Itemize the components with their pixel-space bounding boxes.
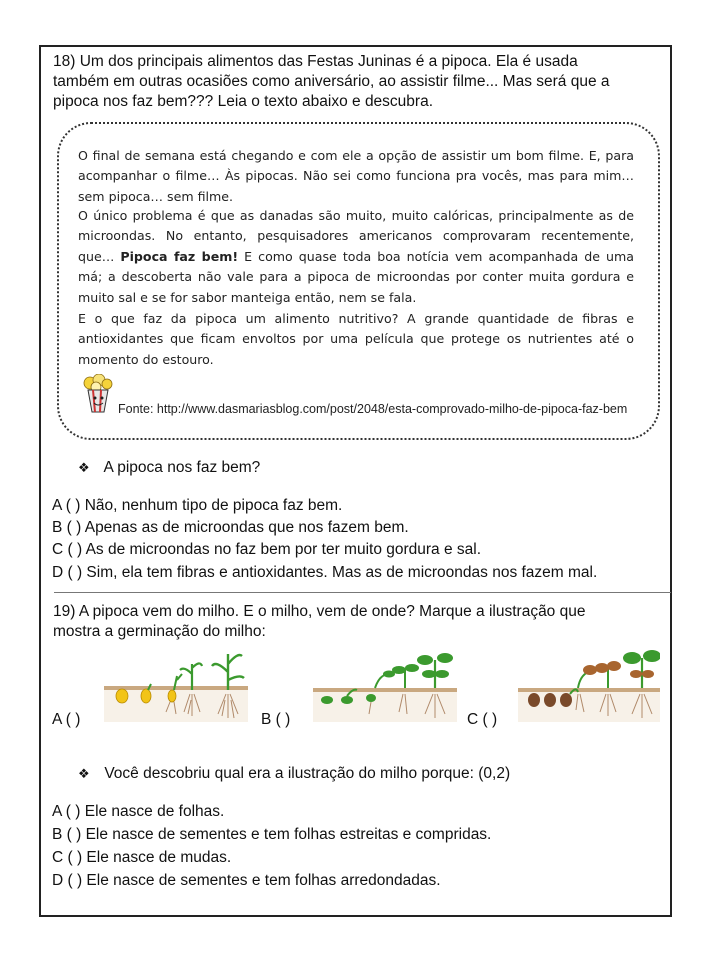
prompt-line: 19) A pipoca vem do milho. E o milho, vem de onde? Marque a ilustração que <box>53 603 586 620</box>
highlight-text: Pipoca faz bem! <box>120 248 239 264</box>
text-paragraph-2 <box>78 206 634 308</box>
sub-question-text: Você descobriu qual era a ilustração do milho porque: (0,2) <box>104 765 511 782</box>
brown-bean-germination-illustration <box>518 648 660 722</box>
sub-question-19 <box>78 764 510 784</box>
corn-germination-illustration <box>104 650 248 722</box>
text-paragraph-1: O final de semana está chegando e com ele a opção de assistir um bom filme. E, para acompanhar o filme… Às pipocas. Não sei como funciona pra vocês, mas para mim… sem pipoca… sem filme. <box>78 148 634 204</box>
answer-option[interactable]: C ( ) Ele nasce de mudas. <box>52 849 232 866</box>
answer-option[interactable]: B ( ) Ele nasce de sementes e tem folhas estreitas e compridas. <box>52 826 492 843</box>
answer-option[interactable]: A ( ) Não, nenhum tipo de pipoca faz bem. <box>52 497 343 514</box>
paragraph-text: E como quase toda boa notícia vem acompanhada de uma má; a descoberta não vale para a pipoca de microondas por conter muita gordura e muito sal e se for sabor manteiga então, nem se fala. <box>78 248 634 305</box>
sub-question-18 <box>78 458 260 478</box>
prompt-line: também em outras ocasiões como aniversário, ao assistir filme... Mas será que a <box>53 73 610 90</box>
paragraph-text: O único problema é que as danadas são muito, muito calóricas, principalmente as de microondas. No entanto, pesquisadores americanos comprovaram recentemente, que… <box>78 208 634 264</box>
prompt-line: pipoca nos faz bem??? Leia o texto abaixo e descubra. <box>53 93 434 110</box>
image-option-a[interactable]: A ( ) <box>52 711 81 728</box>
source-citation: Fonte: http://www.dasmariasblog.com/post/2048/esta-comprovado-milho-de-pipoca-faz-bem <box>118 402 628 416</box>
question-18-prompt <box>53 52 671 112</box>
question-19-prompt <box>53 602 671 642</box>
answer-option[interactable]: D ( ) Ele nasce de sementes e tem folhas arredondadas. <box>52 872 441 889</box>
diamond-bullet-icon: ❖ <box>78 460 90 475</box>
image-option-b[interactable]: B ( ) <box>261 711 291 728</box>
bean-germination-illustration <box>313 652 457 722</box>
prompt-line: mostra a germinação do milho: <box>53 623 266 640</box>
answer-option[interactable]: D ( ) Sim, ela tem fibras e antioxidantes. Mas as de microondas nos fazem mal. <box>52 564 598 581</box>
text-paragraph-3: E o que faz da pipoca um alimento nutritivo? A grande quantidade de fibras e antioxidantes que ficam envoltos por uma película que protege os nutrientes até o momento do estouro. <box>78 311 634 367</box>
answer-option[interactable]: A ( ) Ele nasce de folhas. <box>52 803 225 820</box>
answer-option[interactable]: C ( ) As de microondas no faz bem por ter muito gordura e sal. <box>52 541 482 558</box>
prompt-line: 18) Um dos principais alimentos das Festas Juninas é a pipoca. Ela é usada <box>53 53 578 70</box>
section-divider <box>54 592 671 593</box>
diamond-bullet-icon: ❖ <box>78 766 90 781</box>
answer-option[interactable]: B ( ) Apenas as de microondas que nos fazem bem. <box>52 519 409 536</box>
image-option-c[interactable]: C ( ) <box>467 711 498 728</box>
sub-question-text: A pipoca nos faz bem? <box>103 459 261 476</box>
